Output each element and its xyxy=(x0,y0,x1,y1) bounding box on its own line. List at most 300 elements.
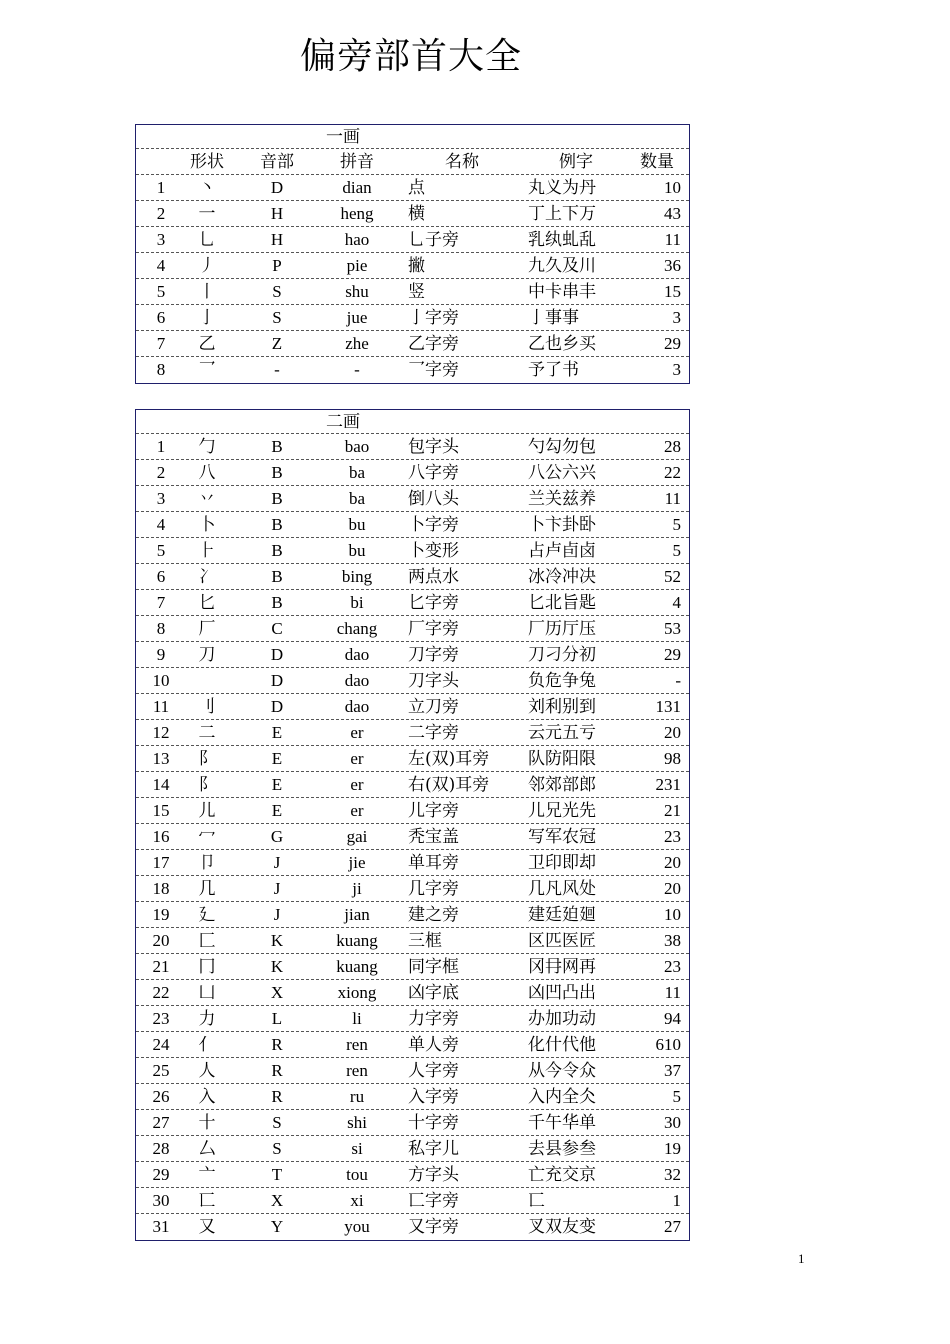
radical-name: 儿字旁 xyxy=(408,801,459,821)
table-row xyxy=(136,201,689,227)
row-number: 28 xyxy=(152,1139,170,1158)
example-characters: 负危争兔 xyxy=(528,671,596,691)
radical-pinyin: bu xyxy=(348,541,366,560)
radical-pinyin: er xyxy=(350,801,364,820)
radical-pinyin: dao xyxy=(344,697,370,716)
character-count: 3 xyxy=(672,308,681,327)
radical-pinyin: dao xyxy=(344,645,370,664)
radical-pinyin: xiong xyxy=(337,983,377,1002)
table-row xyxy=(136,616,689,642)
header-examples: 例字 xyxy=(559,152,593,172)
character-count: 19 xyxy=(664,1139,681,1158)
radical-shape: 二 xyxy=(198,723,216,743)
table-row xyxy=(136,980,689,1006)
radical-name: 入字旁 xyxy=(408,1087,459,1107)
one-stroke-table xyxy=(135,124,690,384)
radical-initial: D xyxy=(270,178,284,197)
table-row xyxy=(136,954,689,980)
radical-pinyin: ba xyxy=(348,489,366,508)
radical-name: 匸字旁 xyxy=(408,1191,459,1211)
radical-shape: 亠 xyxy=(198,1165,216,1185)
character-count: 23 xyxy=(664,957,681,976)
row-number: 19 xyxy=(152,905,170,924)
radical-initial: H xyxy=(270,204,284,223)
row-number: 1 xyxy=(156,437,166,456)
radical-initial: S xyxy=(272,1139,282,1158)
radical-name: 立刀旁 xyxy=(408,697,459,717)
radical-shape: 阝 xyxy=(198,775,216,795)
example-characters: 匕北旨匙 xyxy=(528,593,596,613)
character-count: 29 xyxy=(664,645,681,664)
radical-name: 方字头 xyxy=(408,1165,459,1185)
radical-name: 又字旁 xyxy=(408,1217,459,1237)
character-count: 28 xyxy=(664,437,681,456)
table-row xyxy=(136,746,689,772)
example-characters: 亡充交京 xyxy=(528,1165,596,1185)
radical-pinyin: bu xyxy=(348,515,366,534)
example-characters: 云元五亏 xyxy=(528,723,596,743)
radical-name: 卜字旁 xyxy=(408,515,459,535)
radical-initial: B xyxy=(271,463,283,482)
radical-name: 乚子旁 xyxy=(408,230,459,250)
table-row xyxy=(136,1006,689,1032)
radical-shape: 入 xyxy=(198,1087,216,1107)
radical-shape: 阝 xyxy=(198,749,216,769)
radical-shape: 乚 xyxy=(198,230,216,250)
example-characters: 乙也乡买 xyxy=(528,334,596,354)
radical-pinyin: er xyxy=(350,723,364,742)
row-number: 10 xyxy=(152,671,170,690)
radical-name: 同字框 xyxy=(408,957,459,977)
table-row xyxy=(136,1058,689,1084)
radical-pinyin: shu xyxy=(345,282,369,301)
radical-pinyin: er xyxy=(350,775,364,794)
row-number: 3 xyxy=(156,489,166,508)
example-characters: 叉双友变 xyxy=(528,1217,596,1237)
header-shape: 形状 xyxy=(190,152,224,172)
example-characters: 予了书 xyxy=(528,360,579,380)
stroke-count-label: 一画 xyxy=(326,127,360,147)
table-row xyxy=(136,1188,689,1214)
radical-name: 凶字底 xyxy=(408,983,459,1003)
table-row xyxy=(136,331,689,357)
radical-shape: 丷 xyxy=(198,489,216,509)
radical-pinyin: ru xyxy=(349,1087,365,1106)
radical-initial: X xyxy=(270,983,284,1002)
character-count: 27 xyxy=(664,1217,681,1236)
radical-name: 十字旁 xyxy=(408,1113,459,1133)
page-title: 偏旁部首大全 xyxy=(300,36,523,77)
radical-shape: 几 xyxy=(198,879,216,899)
character-count: 53 xyxy=(664,619,681,638)
character-count: 11 xyxy=(664,983,681,1002)
character-count: 15 xyxy=(664,282,681,301)
radical-name: 厂字旁 xyxy=(408,619,459,639)
radical-initial: B xyxy=(271,541,283,560)
character-count: 4 xyxy=(672,593,681,612)
radical-initial: B xyxy=(271,515,283,534)
row-number: 8 xyxy=(156,619,166,638)
example-characters: 建廷廹廻 xyxy=(528,905,596,925)
table-row xyxy=(136,175,689,201)
row-number: 11 xyxy=(152,697,170,716)
radical-pinyin: ren xyxy=(346,1035,368,1054)
radical-name: 匕字旁 xyxy=(408,593,459,613)
radical-shape: 卩 xyxy=(198,853,216,873)
row-number: 7 xyxy=(156,334,166,353)
radical-initial: H xyxy=(270,230,284,249)
radical-initial: E xyxy=(271,801,283,820)
radical-shape: 厂 xyxy=(198,619,216,639)
table-row xyxy=(136,1110,689,1136)
example-characters: 办加功动 xyxy=(528,1009,596,1029)
table-row xyxy=(136,1136,689,1162)
radical-name: 乙字旁 xyxy=(408,334,459,354)
radical-shape: 刀 xyxy=(198,645,216,665)
example-characters: 化什代他 xyxy=(528,1035,596,1055)
header-initial: 音部 xyxy=(260,152,294,171)
table-row xyxy=(136,850,689,876)
radical-shape: 匕 xyxy=(198,593,216,613)
table-row xyxy=(136,824,689,850)
row-number: 12 xyxy=(152,723,170,742)
row-number: 18 xyxy=(152,879,170,898)
character-count: 37 xyxy=(664,1061,681,1080)
radical-shape: 丶 xyxy=(198,178,216,198)
example-characters: 中卡串丰 xyxy=(528,282,596,302)
radical-pinyin: ba xyxy=(348,463,366,482)
radical-name: 私字儿 xyxy=(408,1139,459,1159)
row-number: 23 xyxy=(152,1009,170,1028)
character-count: 29 xyxy=(664,334,681,353)
radical-pinyin: you xyxy=(344,1217,370,1236)
example-characters: 九久及川 xyxy=(528,256,596,276)
character-count: 36 xyxy=(664,256,681,275)
radical-pinyin: jue xyxy=(346,308,368,327)
radical-pinyin: si xyxy=(351,1139,363,1158)
table-row xyxy=(136,279,689,305)
radical-pinyin: kuang xyxy=(336,931,378,950)
radical-shape: 力 xyxy=(198,1009,216,1029)
radical-pinyin: chang xyxy=(336,619,378,638)
row-number: 27 xyxy=(152,1113,170,1132)
example-characters: 占卢卣卤 xyxy=(528,541,596,561)
example-characters: 八公六兴 xyxy=(528,463,596,483)
table-row xyxy=(136,720,689,746)
row-number: 7 xyxy=(156,593,166,612)
radical-shape: 亻 xyxy=(198,1035,216,1055)
radical-initial: E xyxy=(271,749,283,768)
example-characters: 冈冄网再 xyxy=(528,957,596,977)
row-number: 21 xyxy=(152,957,170,976)
example-characters: 丁上下万 xyxy=(528,204,596,224)
table-row xyxy=(136,434,689,460)
row-number: 6 xyxy=(156,308,166,327)
radical-initial: J xyxy=(273,853,281,872)
table-row xyxy=(136,902,689,928)
radical-name: 横 xyxy=(408,204,425,224)
radical-shape: 冫 xyxy=(198,567,216,587)
character-count: 30 xyxy=(664,1113,681,1132)
row-number: 3 xyxy=(156,230,166,249)
radical-initial: B xyxy=(271,437,283,456)
radical-pinyin: shi xyxy=(347,1113,367,1132)
row-number: 6 xyxy=(156,567,166,586)
character-count: 231 xyxy=(655,775,681,794)
example-characters: 亅事事 xyxy=(528,308,579,328)
radical-shape: 刂 xyxy=(198,697,216,717)
character-count: 131 xyxy=(655,697,681,716)
radical-shape: 丿 xyxy=(198,256,216,276)
character-count: 52 xyxy=(664,567,681,586)
radical-initial: Y xyxy=(270,1217,284,1236)
radical-pinyin: tou xyxy=(346,1165,368,1184)
example-characters: 厂历厅压 xyxy=(528,619,596,639)
example-characters: 区匹医匠 xyxy=(528,931,596,951)
table-body xyxy=(136,434,689,1240)
character-count: 43 xyxy=(664,204,681,223)
character-count: 98 xyxy=(664,749,681,768)
radical-name: 秃宝盖 xyxy=(408,827,459,847)
radical-initial: R xyxy=(271,1061,283,1080)
row-number: 31 xyxy=(152,1217,170,1236)
row-number: 4 xyxy=(156,256,166,275)
row-number: 29 xyxy=(152,1165,170,1184)
row-number: 17 xyxy=(152,853,170,872)
radical-name: 建之旁 xyxy=(408,905,459,925)
example-characters: 凶凹凸出 xyxy=(528,983,596,1003)
example-characters: 刀刁分初 xyxy=(528,645,596,665)
character-count: 1 xyxy=(672,1191,681,1210)
example-characters: 去县参叁 xyxy=(528,1139,596,1159)
radical-initial: K xyxy=(270,957,284,976)
radical-shape: 乙 xyxy=(198,334,216,354)
example-characters: 兰关兹养 xyxy=(528,489,596,509)
row-number: 22 xyxy=(152,983,170,1002)
two-stroke-table xyxy=(135,409,690,1241)
radical-pinyin: hao xyxy=(344,230,370,249)
radical-name: 右(双)耳旁 xyxy=(408,775,490,795)
radical-name: 八字旁 xyxy=(408,463,459,483)
table-row xyxy=(136,1214,689,1240)
radical-initial: L xyxy=(271,1009,283,1028)
header-count: 数量 xyxy=(640,152,674,171)
radical-name: 单人旁 xyxy=(408,1035,459,1055)
row-number: 5 xyxy=(156,541,166,560)
radical-name: 倒八头 xyxy=(408,489,459,509)
radical-shape: 人 xyxy=(198,1061,216,1081)
radical-shape: 乛 xyxy=(198,360,216,380)
radical-name: 点 xyxy=(408,178,425,198)
example-characters: 勺勾勿包 xyxy=(528,437,596,457)
radical-name: 三框 xyxy=(408,931,442,951)
radical-shape: 廴 xyxy=(198,905,216,925)
radical-name: 亅字旁 xyxy=(408,308,459,328)
radical-initial: X xyxy=(270,1191,284,1210)
example-characters: 匸 xyxy=(528,1191,545,1211)
table-row xyxy=(136,460,689,486)
table-row xyxy=(136,1084,689,1110)
radical-name: 人字旁 xyxy=(408,1061,459,1081)
radical-initial: Z xyxy=(271,334,283,353)
radical-pinyin: bi xyxy=(350,593,364,612)
table-row xyxy=(136,772,689,798)
row-number: 4 xyxy=(156,515,166,534)
character-count: 11 xyxy=(664,489,681,508)
character-count: 32 xyxy=(664,1165,681,1184)
radical-initial: S xyxy=(272,282,282,301)
row-number: 5 xyxy=(156,282,166,301)
radical-shape xyxy=(186,668,228,693)
row-number: 24 xyxy=(152,1035,170,1054)
header-pinyin: 拼音 xyxy=(340,152,374,171)
radical-initial: K xyxy=(270,931,284,950)
radical-pinyin: - xyxy=(354,360,360,379)
table-row xyxy=(136,564,689,590)
example-characters: 刘利别到 xyxy=(528,697,596,717)
example-characters: 写军农冠 xyxy=(528,827,596,847)
radical-initial: T xyxy=(271,1165,283,1184)
radical-pinyin: li xyxy=(352,1009,362,1028)
radical-initial: D xyxy=(270,697,284,716)
radical-name: 力字旁 xyxy=(408,1009,459,1029)
radical-initial: R xyxy=(271,1087,283,1106)
radical-initial: B xyxy=(271,567,283,586)
radical-name: 几字旁 xyxy=(408,879,459,899)
radical-pinyin: dian xyxy=(342,178,372,197)
radical-shape: 一 xyxy=(198,204,216,224)
character-count: 5 xyxy=(672,515,681,534)
radical-name: 左(双)耳旁 xyxy=(408,749,490,769)
radical-name: 两点水 xyxy=(408,567,459,587)
character-count: 11 xyxy=(664,230,681,249)
row-number: 2 xyxy=(156,463,166,482)
radical-shape: 匚 xyxy=(198,931,216,951)
table-header-row xyxy=(136,149,689,175)
radical-initial: G xyxy=(270,827,284,846)
table-row xyxy=(136,876,689,902)
radical-initial: - xyxy=(274,360,280,379)
character-count: 3 xyxy=(672,360,681,379)
radical-initial: S xyxy=(272,308,282,327)
table-row xyxy=(136,928,689,954)
character-count: 5 xyxy=(672,541,681,560)
radical-initial: C xyxy=(271,619,283,638)
example-characters: 队防阳限 xyxy=(528,749,596,769)
radical-shape: 又 xyxy=(198,1217,216,1237)
radical-shape: 八 xyxy=(198,463,216,483)
character-count: 10 xyxy=(664,905,681,924)
example-characters: 丸义为丹 xyxy=(528,178,596,198)
radical-shape: 丨 xyxy=(198,282,216,302)
table-row xyxy=(136,798,689,824)
table-row xyxy=(136,1032,689,1058)
row-number: 25 xyxy=(152,1061,170,1080)
radical-pinyin: bing xyxy=(341,567,373,586)
radical-pinyin: ren xyxy=(346,1061,368,1080)
row-number: 20 xyxy=(152,931,170,950)
row-number: 1 xyxy=(156,178,166,197)
row-number: 2 xyxy=(156,204,166,223)
radical-pinyin: gai xyxy=(346,827,368,846)
character-count: 610 xyxy=(655,1035,681,1054)
row-number: 14 xyxy=(152,775,170,794)
table-body xyxy=(136,175,689,383)
character-count: - xyxy=(675,671,681,690)
radical-name: 单耳旁 xyxy=(408,853,459,873)
radical-shape: 凵 xyxy=(198,983,216,1003)
table-row xyxy=(136,357,689,383)
radical-initial: D xyxy=(270,671,284,690)
radical-initial: E xyxy=(271,775,283,794)
character-count: 22 xyxy=(664,463,681,482)
radical-pinyin: jian xyxy=(344,905,370,924)
character-count: 21 xyxy=(664,801,681,820)
example-characters: 乳纨虬乱 xyxy=(528,230,596,250)
radical-pinyin: er xyxy=(350,749,364,768)
example-characters: 儿兄光先 xyxy=(528,801,596,821)
radical-name: 包字头 xyxy=(408,437,459,457)
radical-initial: P xyxy=(272,256,282,275)
table-row xyxy=(136,512,689,538)
radical-name: 乛字旁 xyxy=(408,360,459,380)
radical-shape: 亅 xyxy=(198,308,216,328)
radical-shape: 卜 xyxy=(198,515,216,535)
radical-initial: E xyxy=(271,723,283,742)
character-count: 20 xyxy=(664,853,681,872)
radical-pinyin: pie xyxy=(346,256,368,275)
radical-pinyin: zhe xyxy=(345,334,369,353)
radical-name: 刀字旁 xyxy=(408,645,459,665)
example-characters: 从今令众 xyxy=(528,1061,596,1081)
character-count: 20 xyxy=(664,879,681,898)
radical-pinyin: heng xyxy=(340,204,374,223)
radical-shape: 冖 xyxy=(198,827,216,847)
character-count: 20 xyxy=(664,723,681,742)
radical-name: 撇 xyxy=(408,256,425,276)
table-row xyxy=(136,253,689,279)
table-row xyxy=(136,305,689,331)
radical-name: 二字旁 xyxy=(408,723,459,743)
table-row xyxy=(136,642,689,668)
row-number: 15 xyxy=(152,801,170,820)
radical-initial: D xyxy=(270,645,284,664)
radical-initial: B xyxy=(271,489,283,508)
character-count: 38 xyxy=(664,931,681,950)
example-characters: 入内全仌 xyxy=(528,1087,596,1107)
example-characters: 邻郊部郎 xyxy=(528,775,596,795)
example-characters: 冰冷冲决 xyxy=(528,567,596,587)
radical-name: 卜变形 xyxy=(408,541,459,561)
radical-pinyin: kuang xyxy=(336,957,378,976)
radical-shape: 儿 xyxy=(198,801,216,821)
radical-initial: S xyxy=(272,1113,282,1132)
table-row xyxy=(136,227,689,253)
example-characters: 卜卞卦卧 xyxy=(528,515,596,535)
radical-shape: 十 xyxy=(198,1113,216,1133)
row-number: 8 xyxy=(156,360,166,379)
page-number: 1 xyxy=(798,1251,805,1266)
row-number: 9 xyxy=(156,645,166,664)
radical-shape: 匸 xyxy=(198,1191,216,1211)
radical-name: 竖 xyxy=(408,282,425,302)
character-count: 94 xyxy=(664,1009,681,1028)
stroke-count-label: 二画 xyxy=(326,412,360,432)
row-number: 16 xyxy=(152,827,170,846)
radical-initial: J xyxy=(273,905,281,924)
example-characters: 卫印即却 xyxy=(528,853,596,873)
radical-initial: R xyxy=(271,1035,283,1054)
